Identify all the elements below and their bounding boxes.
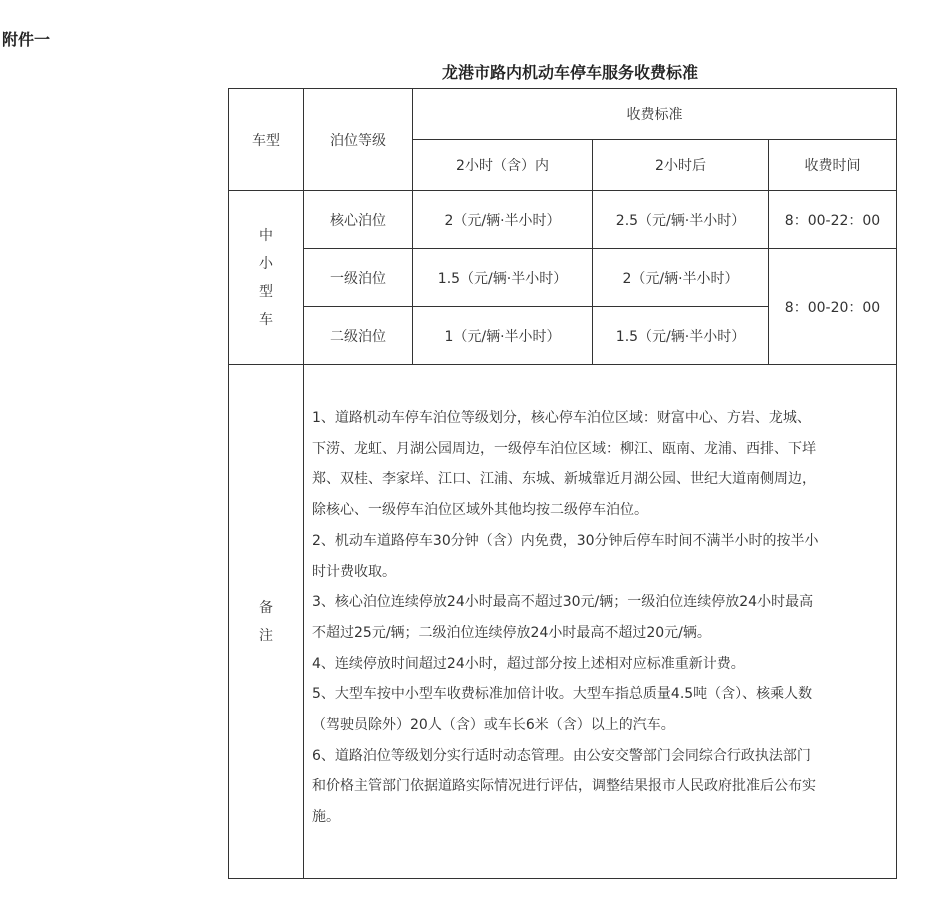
remarks-label-char: 备 [259,599,273,616]
remarks-text [312,403,888,833]
remark-line: 3、核心泊位连续停放24小时最高不超过30元/辆；一级泊位连续停放24小时最高 [312,594,814,611]
remark-line: 和价格主管部门依据道路实际情况进行评估，调整结果报市人民政府批准后公布实 [312,778,816,795]
table-row [229,191,897,249]
header-charge-time: 收费时间 [769,140,897,191]
remarks-content [304,365,897,879]
remark-line: 郑、双桂、李家垟、江口、江浦、东城、新城靠近月湖公园、世纪大道南侧周边， [312,471,816,488]
vehicle-type-char: 小 [259,255,273,272]
fee-second-after-2h: 1.5（元/辆·半小时） [593,307,769,365]
vehicle-type-char: 中 [259,227,273,244]
berth-level-first: 一级泊位 [304,249,413,307]
header-vehicle-type: 车型 [229,89,304,191]
remark-line: （驾驶员除外）20人（含）或车长6米（含）以上的汽车。 [312,717,675,734]
charge-time-core: 8：00-22：00 [769,191,897,249]
fee-standard-table [228,88,897,879]
header-after-2h: 2小时后 [593,140,769,191]
fee-first-after-2h: 2（元/辆·半小时） [593,249,769,307]
fee-first-within-2h: 1.5（元/辆·半小时） [413,249,593,307]
remark-line: 2、机动车道路停车30分钟（含）内免费，30分钟后停车时间不满半小时的按半小 [312,532,819,549]
fee-core-within-2h: 2（元/辆·半小时） [413,191,593,249]
remark-line: 时计费收取。 [312,563,396,580]
remark-line: 1、道路机动车停车泊位等级划分，核心停车泊位区域：财富中心、方岩、龙城、 [312,410,811,426]
berth-level-second: 二级泊位 [304,307,413,365]
header-within-2h: 2小时（含）内 [413,140,593,191]
fee-core-after-2h: 2.5（元/辆·半小时） [593,191,769,249]
remark-line: 4、连续停放时间超过24小时，超过部分按上述相对应标准重新计费。 [312,655,745,672]
remark-line: 不超过25元/辆；二级泊位连续停放24小时最高不超过20元/辆。 [312,624,711,641]
remark-line: 5、大型车按中小型车收费标准加倍计收。大型车指总质量4.5吨（含）、核乘人数 [312,686,813,703]
vehicle-type-char: 型 [259,283,273,300]
fee-second-within-2h: 1（元/辆·半小时） [413,307,593,365]
remark-line: 除核心、一级停车泊位区域外其他均按二级停车泊位。 [312,502,648,519]
header-berth-level: 泊位等级 [304,89,413,191]
vehicle-type-small-medium [229,191,304,365]
header-fee-standard: 收费标准 [413,89,897,140]
remarks-label [229,365,304,879]
vehicle-type-char: 车 [259,311,273,328]
remarks-row [229,365,897,879]
remark-line: 下涝、龙虹、月湖公园周边，一级停车泊位区域：柳江、瓯南、龙浦、西排、下垟 [312,440,816,457]
remark-line: 6、道路泊位等级划分实行适时动态管理。由公安交警部门会同综合行政执法部门 [312,747,811,764]
charge-time-first-second: 8：00-20：00 [769,249,897,365]
table-row [229,249,897,307]
attachment-label: 附件一 [2,30,51,49]
berth-level-core: 核心泊位 [304,191,413,249]
remark-line: 施。 [312,809,340,826]
remarks-label-char: 注 [259,627,273,644]
document-title: 龙港市路内机动车停车服务收费标准 [441,63,698,82]
